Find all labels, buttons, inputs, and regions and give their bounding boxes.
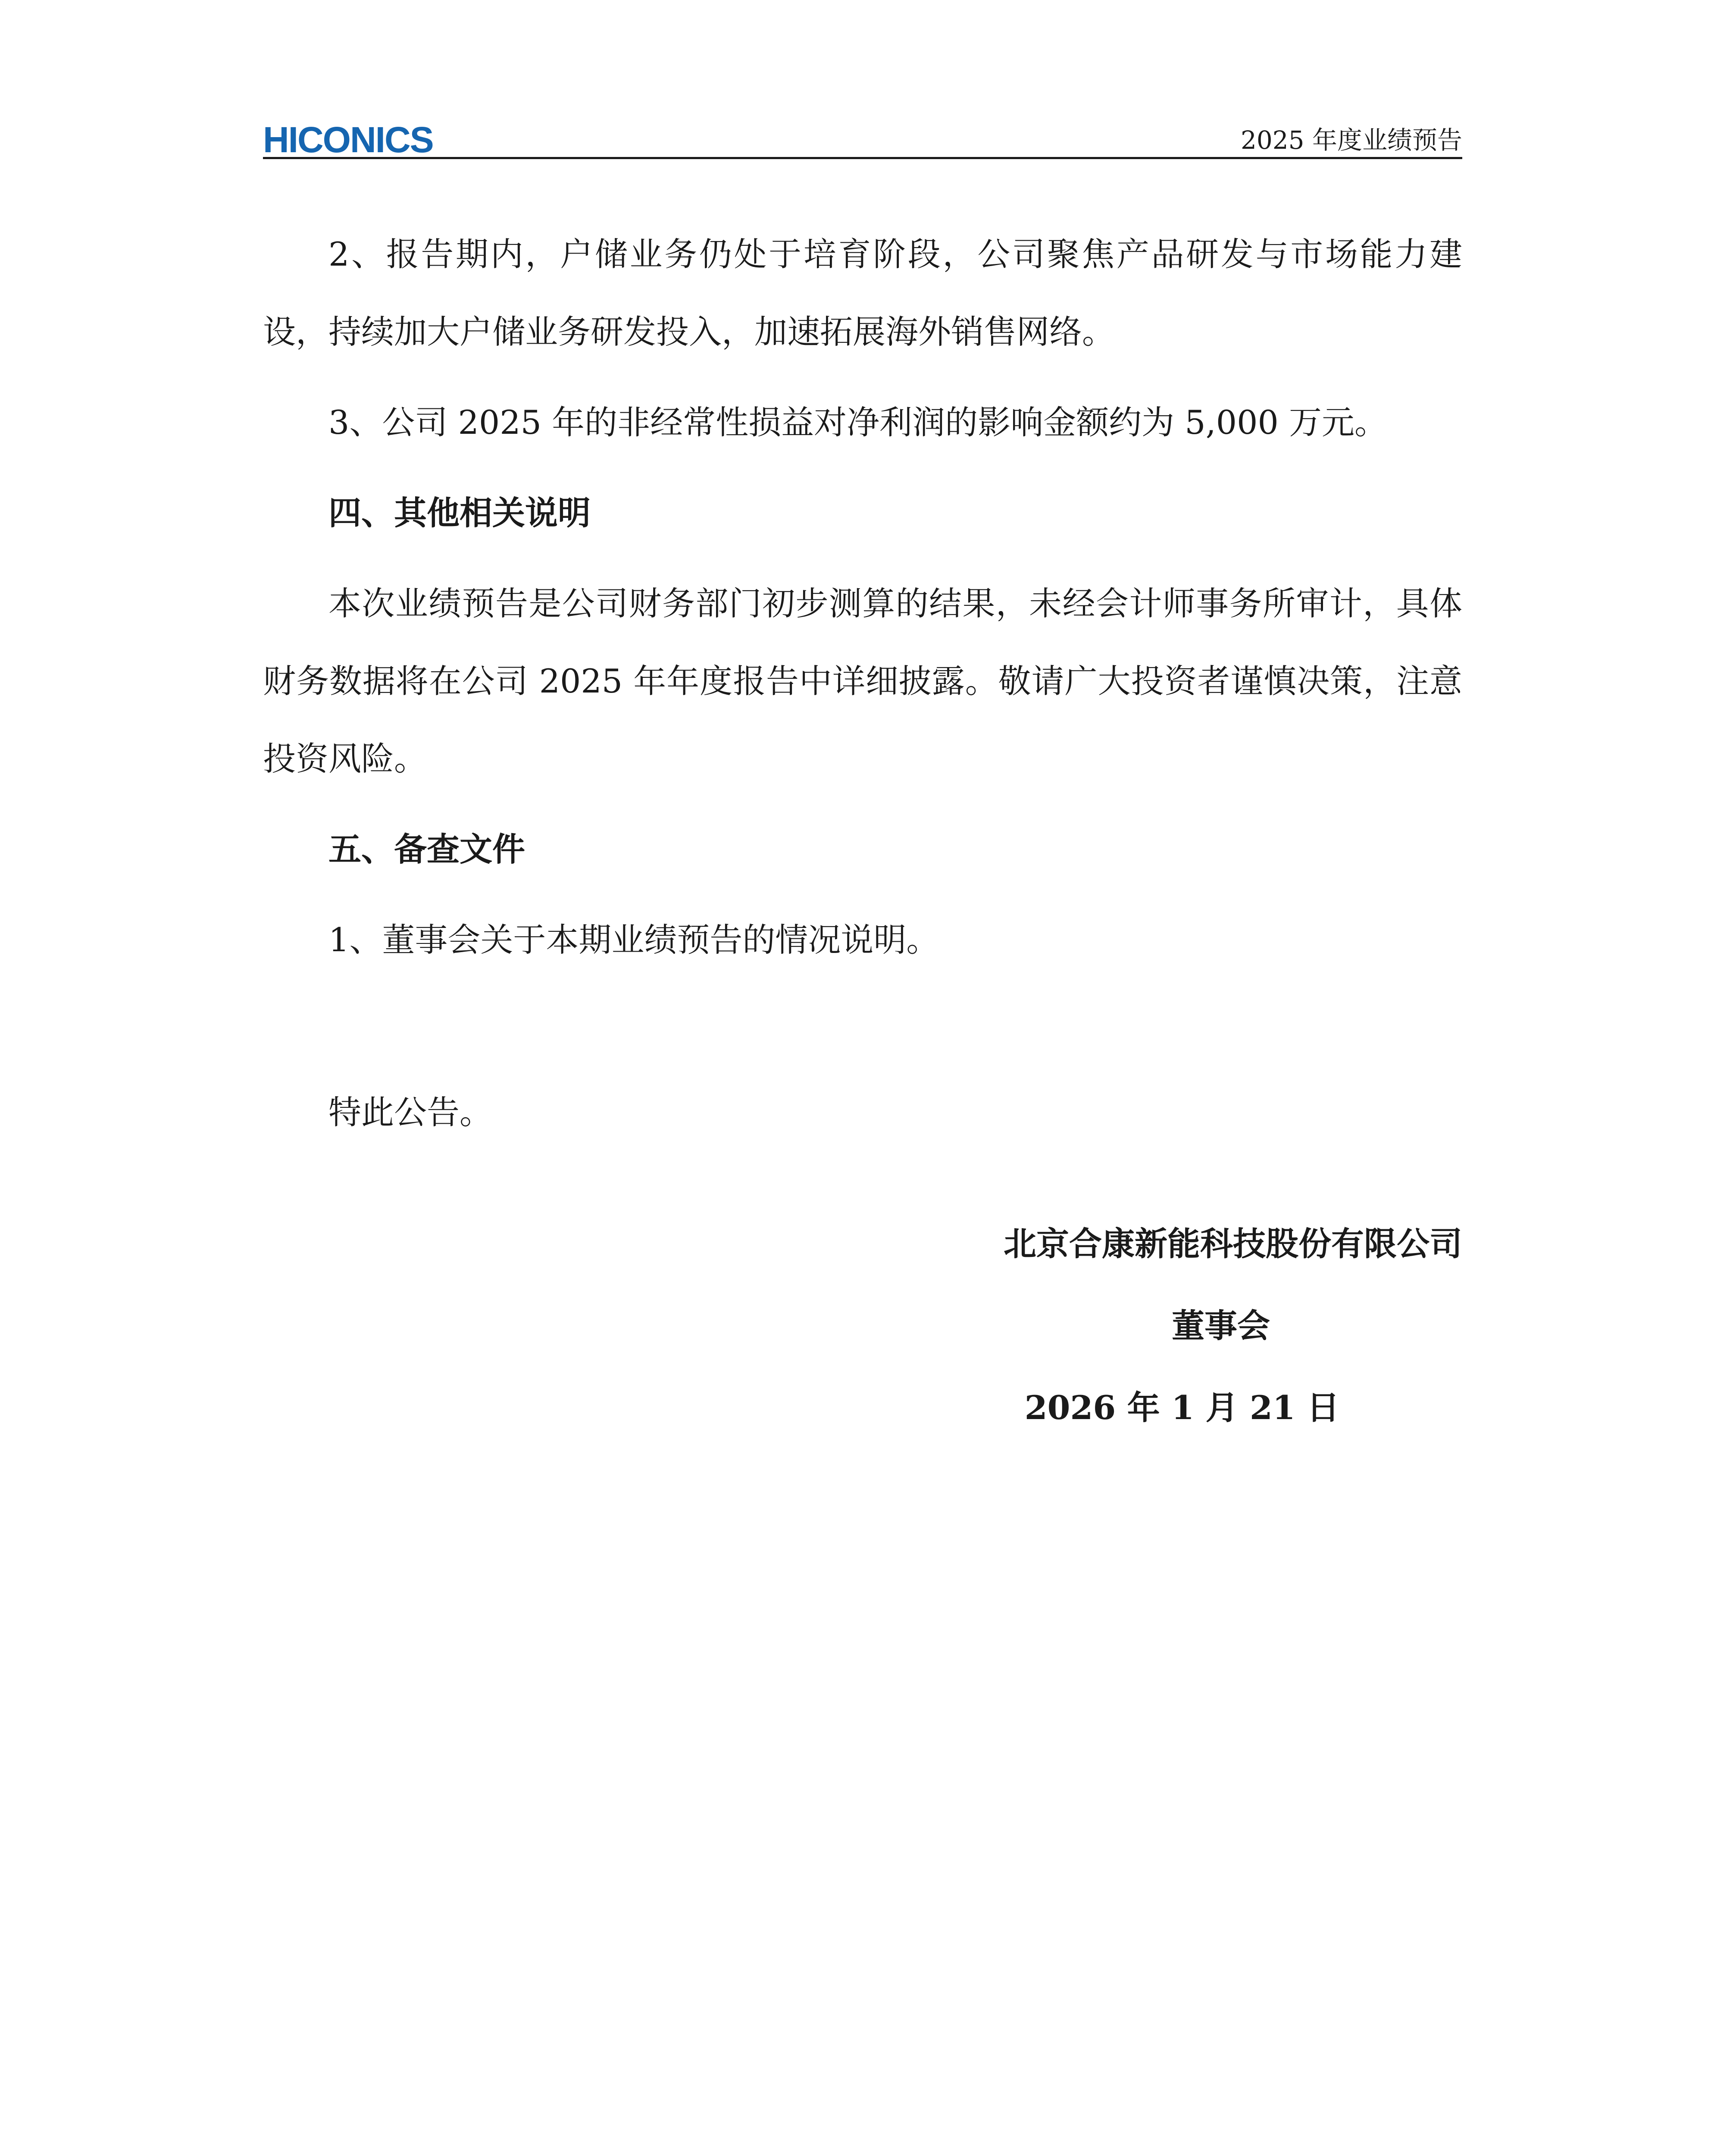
section-heading-other-notes: 四、其他相关说明: [328, 494, 591, 532]
closing-statement: 特此公告。: [328, 1093, 492, 1131]
hiconics-logo: HICONICS: [263, 119, 433, 160]
paragraph-item-2: 2、报告期内，户储业务仍处于培育阶段，公司聚焦产品研发与市场能力建设，持续加大户储业务研发投入，加速拓展海外销售网络。: [263, 235, 1462, 351]
header-title: 2025 年度业绩预告: [1240, 125, 1462, 155]
paragraph-item-3: 3、公司 2025 年的非经常性损益对净利润的影响金额约为 5,000 万元。: [328, 403, 1387, 442]
document-body: [263, 216, 1462, 1151]
header-divider: [263, 157, 1462, 159]
paragraph-other-notes: 本次业绩预告是公司财务部门初步测算的结果，未经会计师事务所审计，具体财务数据将在公司 2025 年年度报告中详细披露。敬请广大投资者谨慎决策，注意投资风险。: [263, 584, 1462, 778]
company-name: 北京合康新能科技股份有限公司: [1004, 1225, 1462, 1263]
board-of-directors: 董事会: [1172, 1307, 1270, 1345]
signature-block: [816, 1203, 1462, 1449]
section-heading-reference-documents: 五、备查文件: [328, 830, 525, 868]
page-header: [263, 113, 1462, 160]
paragraph-reference-document-1: 1、董事会关于本期业绩预告的情况说明。: [328, 921, 939, 959]
signature-date: 2026 年 1 月 21 日: [1024, 1388, 1340, 1427]
